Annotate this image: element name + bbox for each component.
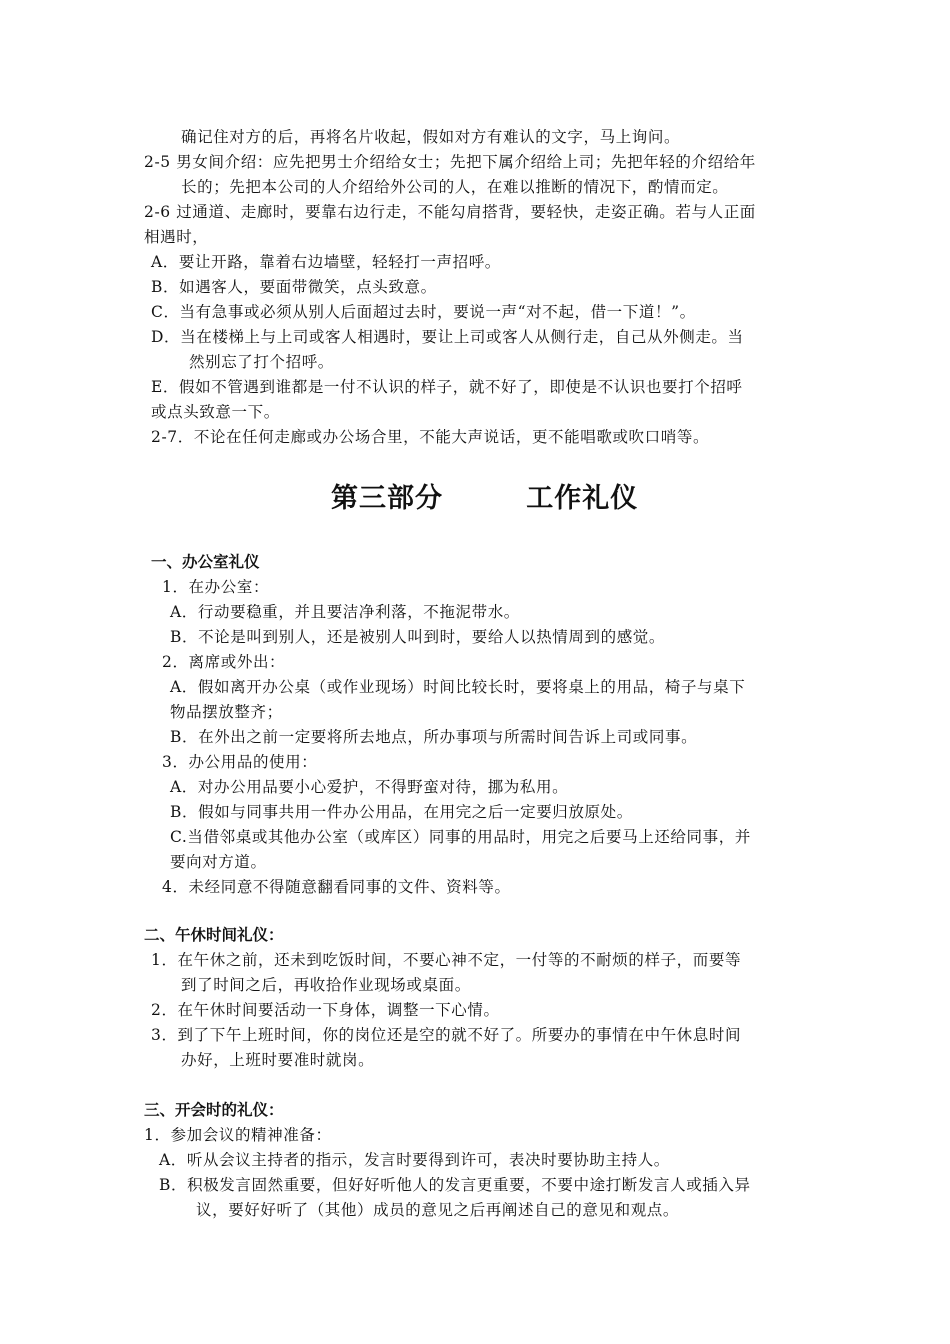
text-line: A．听从会议主持者的指示，发言时要得到许可，表决时要协助主持人。 <box>159 1151 670 1169</box>
text-line: 2．在午休时间要活动一下身体，调整一下心情。 <box>151 1001 500 1019</box>
text-line: E．假如不管遇到谁都是一付不认识的样子，就不好了，即使是不认识也要打个招呼 <box>151 378 743 396</box>
text-line: B．如遇客人，要面带微笑，点头致意。 <box>151 278 437 296</box>
text-line: C.当借邻桌或其他办公室（或库区）同事的用品时，用完之后要马上还给同事，并 <box>170 828 751 846</box>
text-line: 确记住对方的后，再将名片收起，假如对方有难认的文字，马上询问。 <box>181 128 681 146</box>
section-heading: 一、办公室礼仪 <box>151 552 260 571</box>
text-line: A．要让开路，靠着右边墙壁，轻轻打一声招呼。 <box>151 253 501 271</box>
text-line: B．在外出之前一定要将所去地点，所办事项与所需时间告诉上司或同事。 <box>170 728 698 746</box>
text-line: 2．离席或外出： <box>162 653 286 671</box>
section-heading: 三、开会时的礼仪： <box>144 1100 284 1119</box>
text-line: B．积极发言固然重要，但好好听他人的发言更重要，不要中途打断发言人或插入异 <box>159 1176 751 1194</box>
text-line: 要向对方道。 <box>170 853 267 871</box>
text-line: 到了时间之后，再收拾作业现场或桌面。 <box>181 976 471 994</box>
text-line: 2-6 过通道、走廊时，要靠右边行走，不能勾肩搭背，要轻快，走姿正确。若与人正面 <box>144 203 756 221</box>
text-line: 或点头致意一下。 <box>151 403 280 421</box>
text-line: A．对办公用品要小心爱护，不得野蛮对待，挪为私用。 <box>170 778 569 796</box>
text-line: 物品摆放整齐； <box>170 703 283 721</box>
text-line: 长的；先把本公司的人介绍给外公司的人，在难以推断的情况下，酌情而定。 <box>181 178 729 196</box>
text-line: 1．在办公室： <box>162 578 270 596</box>
text-line: 然别忘了打个招呼。 <box>189 353 334 371</box>
text-line: B．不论是叫到别人，还是被别人叫到时，要给人以热情周到的感觉。 <box>170 628 665 646</box>
text-line: C．当有急事或必须从别人后面超过去时，要说一声“对不起，借一下道！”。 <box>151 303 696 321</box>
text-line: A．假如离开办公桌（或作业现场）时间比较长时，要将桌上的用品，椅子与桌下 <box>170 678 746 696</box>
text-line: 办好，上班时要准时就岗。 <box>181 1051 375 1069</box>
section-heading: 二、午休时间礼仪： <box>144 925 284 944</box>
part-title: 第三部分 工作礼仪 <box>331 483 639 514</box>
text-line: A．行动要稳重，并且要洁净利落，不拖泥带水。 <box>170 603 520 621</box>
text-line: B．假如与同事共用一件办公用品，在用完之后一定要归放原处。 <box>170 803 633 821</box>
text-line: 3．到了下午上班时间，你的岗位还是空的就不好了。所要办的事情在中午休息时间 <box>151 1026 742 1044</box>
text-line: 1．参加会议的精神准备： <box>144 1126 332 1144</box>
text-line: 相遇时， <box>144 228 209 246</box>
text-line: 2-5 男女间介绍：应先把男士介绍给女士；先把下属介绍给上司；先把年轻的介绍给年 <box>144 153 756 171</box>
text-line: D．当在楼梯上与上司或客人相遇时，要让上司或客人从侧行走，自己从外侧走。当 <box>151 328 744 346</box>
text-line: 2-7．不论在任何走廊或办公场合里，不能大声说话，更不能唱歌或吹口哨等。 <box>151 428 710 446</box>
text-line: 3．办公用品的使用： <box>162 753 318 771</box>
text-line: 4．未经同意不得随意翻看同事的文件、资料等。 <box>162 878 511 896</box>
text-line: 议，要好好听了（其他）成员的意见之后再阐述自己的意见和观点。 <box>196 1201 680 1219</box>
text-line: 1．在午休之前，还未到吃饭时间，不要心神不定，一付等的不耐烦的样子，而要等 <box>151 951 742 969</box>
